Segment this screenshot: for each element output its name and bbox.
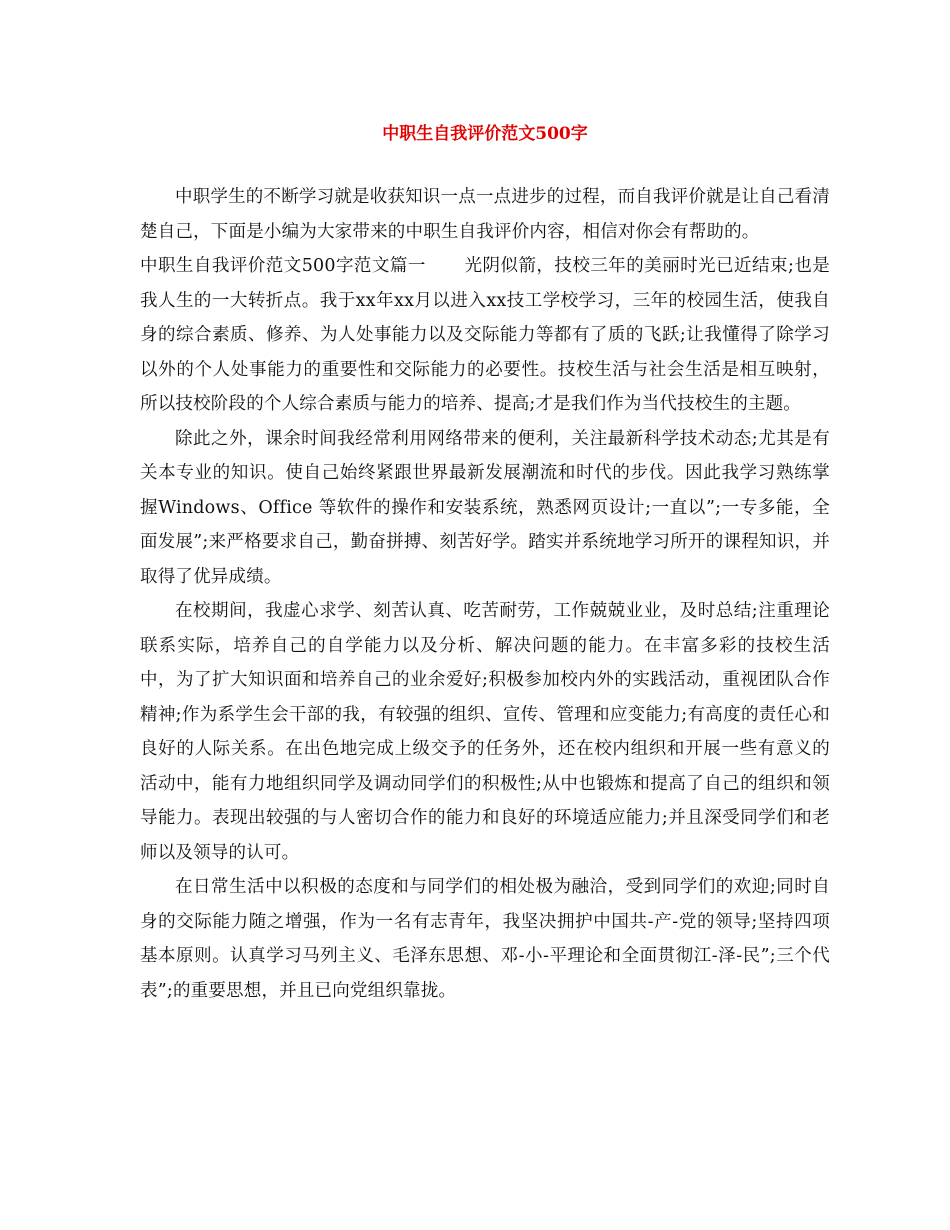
body-paragraph-1: 除此之外，课余时间我经常利用网络带来的便利，关注最新科学技术动态;尤其是有关本专业的知识。使自己始终紧跟世界最新发展潮流和时代的步伐。因此我学习熟练掌握Windows、Office 等软件的操作和安装系统，熟悉网页设计;一直以”;一专多能，全面发展”;来严格要求自己，勤奋拼搏、刻苦好学。踏实并系统地学习所开的课程知识，并取得了优异成绩。 — [140, 428, 830, 587]
body-paragraph-2: 在校期间，我虚心求学、刻苦认真、吃苦耐劳，工作兢兢业业，及时总结;注重理论联系实际，培养自己的自学能力以及分析、解决问题的能力。在丰富多彩的技校生活中，为了扩大知识面和培养自己的业余爱好;积极参加校内外的实践活动，重视团队合作精神;作为系学生会干部的我，有较强的组织、宣传、管理和应变能力;有高度的责任心和良好的人际关系。在出色地完成上级交予的任务外，还在校内组织和开展一些有意义的活动中，能有力地组织同学及调动同学们的积极性;从中也锻炼和提高了自己的组织和领导能力。表现出较强的与人密切合作的能力和良好的环境适应能力;并且深受同学们和老师以及领导的认可。 — [140, 601, 830, 863]
section-paragraph — [140, 249, 830, 422]
body-paragraph-3: 在日常生活中以积极的态度和与同学们的相处极为融洽，受到同学们的欢迎;同时自身的交际能力随之增强，作为一名有志青年，我坚决拥护中国共-产-党的领导;坚持四项基本原则。认真学习马列主义、毛泽东思想、邓-小-平理论和全面贯彻江-泽-民”;三个代表”;的重要思想，并且已向党组织靠拢。 — [140, 877, 830, 1001]
section-heading: 中职生自我评价范文500字范文篇一 — [140, 256, 426, 276]
section-first-paragraph: 光阴似箭，技校三年的美丽时光已近结束;也是我人生的一大转折点。我于xx年xx月以进入xx技工学校学习，三年的校园生活，使我自身的综合素质、修养、为人处事能力以及交际能力等都有了质的飞跃;让我懂得了除学习以外的个人处事能力的重要性和交际能力的必要性。技校生活与社会生活是相互映射，所以技校阶段的个人综合素质与能力的培养、提高;才是我们作为当代技校生的主题。 — [140, 256, 830, 414]
document-title: 中职生自我评价范文500字 — [382, 124, 588, 144]
intro-paragraph: 中职学生的不断学习就是收获知识一点一点进步的过程，而自我评价就是让自己看清楚自己，下面是小编为大家带来的中职生自我评价内容，相信对你会有帮助的。 — [140, 187, 830, 242]
document-body — [140, 180, 830, 1008]
